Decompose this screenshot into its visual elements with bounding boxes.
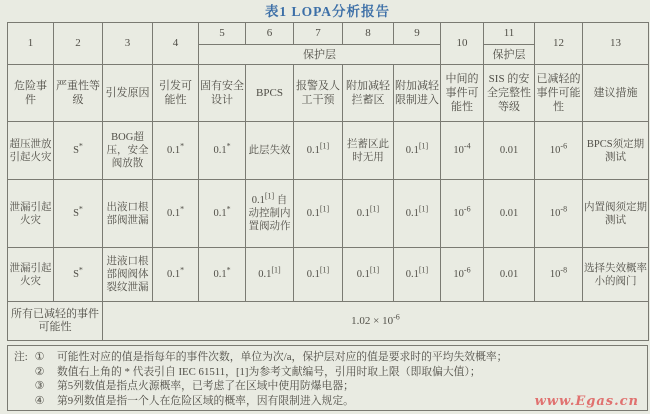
note-prefix xyxy=(14,365,32,380)
superscript: -4 xyxy=(463,141,471,151)
summary-value: $1.02 \times 10^{-6}$ xyxy=(103,302,649,341)
table-cell: 出液口根部阀泄漏 xyxy=(103,180,153,248)
table-cell: 此层失效 xyxy=(246,122,294,180)
table-cell: $10^{-8}$ xyxy=(535,248,583,302)
superscript: [1] xyxy=(319,204,330,214)
superscript: * xyxy=(180,265,185,275)
table-cell: 0.1[1] xyxy=(294,122,343,180)
table-body xyxy=(8,122,649,341)
table-row xyxy=(8,122,649,180)
superscript: -6 xyxy=(463,204,471,214)
table-cell: BPCS须定期测试 xyxy=(583,122,649,180)
header-cell-9: 附加减轻限制进入 xyxy=(394,65,441,122)
superscript: * xyxy=(226,141,231,151)
table-cell: S* xyxy=(54,122,103,180)
protection-layer-label: 保护层 xyxy=(484,45,535,65)
header-name-row xyxy=(8,65,649,122)
table-cell: 进液口根部阀阀体裂纹泄漏 xyxy=(103,248,153,302)
superscript: * xyxy=(180,141,185,151)
superscript: * xyxy=(180,204,185,214)
superscript: -8 xyxy=(560,265,568,275)
table-cell: 0.1* xyxy=(153,122,199,180)
table-cell: $10^{-8}$ xyxy=(535,180,583,248)
header-cell-1: 危险事件 xyxy=(8,65,54,122)
superscript: * xyxy=(78,204,83,214)
table-cell: 0.01 xyxy=(484,122,535,180)
superscript: * xyxy=(226,265,231,275)
table-cell: 0.1[1] xyxy=(343,180,394,248)
superscript: * xyxy=(78,265,83,275)
note-text: 数值右上角的 * 代表引自 IEC 61511，[1]为参考文献编号，引用时取上限（即取偏大值）； xyxy=(57,365,481,378)
header-cell-7: 报警及人工干预 xyxy=(294,65,343,122)
col-number-1: 1 xyxy=(8,23,54,65)
table-row xyxy=(8,180,649,248)
superscript: [1] xyxy=(264,191,275,201)
table-cell: 0.1[1] xyxy=(294,180,343,248)
header-number-row xyxy=(8,23,649,45)
note-text: 第5列数值是指点火源概率，已考虑了在区域中使用防爆电器； xyxy=(57,380,354,392)
superscript: [1] xyxy=(319,265,330,275)
table-cell: S* xyxy=(54,180,103,248)
table-title: 表1 LOPA分析报告 xyxy=(264,4,391,19)
table-cell: 选择失效概率小的阀门 xyxy=(583,248,649,302)
note-text: 可能性对应的值是指每年的事件次数，单位为次/a，保护层对应的值是要求时的平均失效概率； xyxy=(57,351,508,363)
header-cell-11: SIS 的安全完整性等级 xyxy=(484,65,535,122)
col-number-6: 6 xyxy=(246,23,294,45)
summary-label: 所有已减轻的事件可能性 xyxy=(8,302,103,341)
superscript: [1] xyxy=(319,141,330,151)
superscript: [1] xyxy=(418,141,429,151)
table-cell: 内置阀须定期测试 xyxy=(583,180,649,248)
col-number-4: 4 xyxy=(153,23,199,65)
table-cell: 0.1* xyxy=(153,180,199,248)
table-cell: $10^{-6}$ xyxy=(441,180,484,248)
header-cell-3: 引发原因 xyxy=(103,65,153,122)
table-cell: 0.1[1] xyxy=(394,180,441,248)
protection-layer-label: 保护层 xyxy=(199,45,441,65)
col-number-10: 10 xyxy=(441,23,484,65)
note-text: 第9列数值是指一个人在危险区域的概率，因有限制进入规定。 xyxy=(57,394,354,407)
table-cell: 0.1[1] xyxy=(394,122,441,180)
superscript: * xyxy=(78,141,83,151)
table-header xyxy=(8,23,649,122)
header-cell-2: 严重性等级 xyxy=(54,65,103,122)
table-cell: 0.1[1] xyxy=(294,248,343,302)
watermark: www.Egas.cn xyxy=(534,394,639,409)
note-prefix xyxy=(14,379,32,394)
superscript: -6 xyxy=(393,311,400,321)
summary-row xyxy=(8,302,649,341)
col-number-3: 3 xyxy=(103,23,153,65)
header-cell-10: 中间的事件可能性 xyxy=(441,65,484,122)
note-number: ③ xyxy=(34,380,45,392)
table-cell: 泄漏引起火灾 xyxy=(8,180,54,248)
superscript: * xyxy=(226,204,231,214)
col-number-12: 12 xyxy=(535,23,583,65)
note-prefix xyxy=(14,394,32,409)
header-cell-13: 建议措施 xyxy=(583,65,649,122)
notes-box xyxy=(7,345,648,411)
table-cell: $10^{-6}$ xyxy=(441,248,484,302)
table-cell: 超压泄放引起火灾 xyxy=(8,122,54,180)
table-cell: 0.1* xyxy=(199,122,246,180)
lopa-table xyxy=(7,22,649,341)
table-cell: S* xyxy=(54,248,103,302)
note-prefix: 注: xyxy=(14,351,28,363)
header-cell-8: 附加减轻拦蓄区 xyxy=(343,65,394,122)
col-number-13: 13 xyxy=(583,23,649,65)
superscript: -6 xyxy=(463,265,471,275)
note-item xyxy=(14,379,643,394)
table-row xyxy=(8,248,649,302)
table-cell: 0.01 xyxy=(484,180,535,248)
table-cell: $10^{-4}$ xyxy=(441,122,484,180)
header-cell-12: 已减轻的事件可能性 xyxy=(535,65,583,122)
col-number-11: 11 xyxy=(484,23,535,45)
table-cell: 0.01 xyxy=(484,248,535,302)
table-cell: 拦蓄区此时无用 xyxy=(343,122,394,180)
superscript: -8 xyxy=(560,204,568,214)
table-cell: 0.1[1] 自动控制内置阀动作 xyxy=(246,180,294,248)
col-number-2: 2 xyxy=(54,23,103,65)
col-number-5: 5 xyxy=(199,23,246,45)
table-cell: $10^{-6}$ xyxy=(535,122,583,180)
note-number: ② xyxy=(34,365,45,378)
table-cell: 0.1* xyxy=(153,248,199,302)
col-number-9: 9 xyxy=(394,23,441,45)
superscript: -6 xyxy=(560,141,568,151)
note-item xyxy=(14,365,643,380)
superscript: [1] xyxy=(271,265,281,275)
note-item xyxy=(14,350,643,365)
note-number: ④ xyxy=(34,394,45,407)
table-cell: BOG超压，安全阀放散 xyxy=(103,122,153,180)
note-number: ① xyxy=(34,351,45,363)
table-cell: 0.1* xyxy=(199,248,246,302)
superscript: [1] xyxy=(369,265,380,275)
superscript: [1] xyxy=(369,204,380,214)
header-cell-4: 引发可能性 xyxy=(153,65,199,122)
table-cell: 泄漏引起火灾 xyxy=(8,248,54,302)
col-number-7: 7 xyxy=(294,23,343,45)
superscript: [1] xyxy=(418,265,429,275)
table-cell: 0.1[1] xyxy=(246,248,294,302)
table-cell: 0.1* xyxy=(199,180,246,248)
col-number-8: 8 xyxy=(343,23,394,45)
table-cell: 0.1[1] xyxy=(343,248,394,302)
superscript: [1] xyxy=(418,204,429,214)
header-cell-6: BPCS xyxy=(246,65,294,122)
header-cell-5: 固有安全设计 xyxy=(199,65,246,122)
table-cell: 0.1[1] xyxy=(394,248,441,302)
